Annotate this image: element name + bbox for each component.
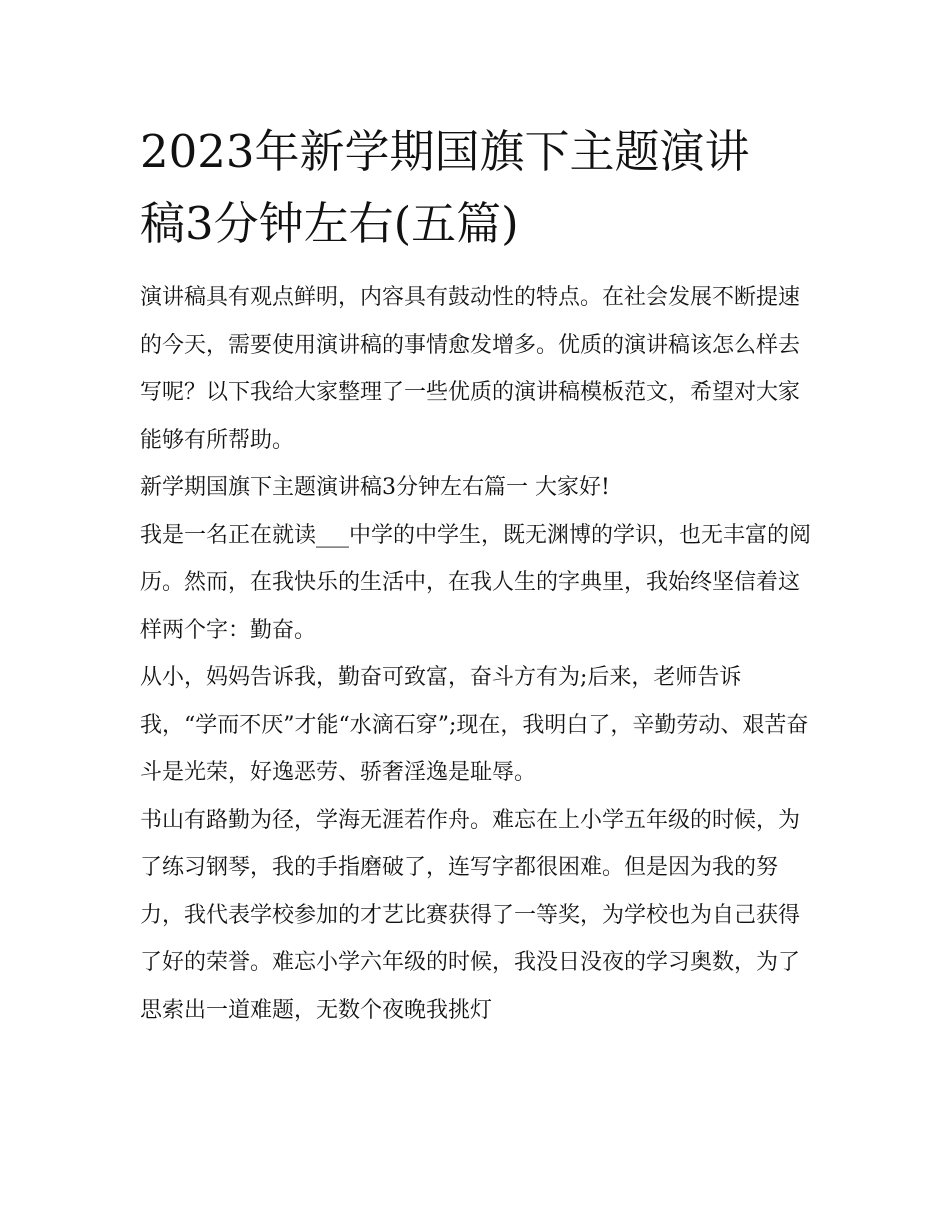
document-title (140, 116, 812, 260)
document-body (140, 116, 812, 1034)
title-line-2: 稿3分钟左右(五篇) (140, 197, 519, 250)
body-paragraph: 从小，妈妈告诉我，勤奋可致富，奋斗方有为;后来，老师告诉我，“学而不厌”才能“水滴石穿”;现在，我明白了，辛勤劳动、艰苦奋斗是光荣，好逸恶劳、骄奢淫逸是耻辱。 (140, 665, 809, 785)
title-line-1: 2023年新学期国旗下主题演讲 (140, 125, 750, 178)
body-paragraph: 书山有路勤为径，学海无涯若作舟。难忘在上小学五年级的时候，为了练习钢琴，我的手指磨破了，连写字都很困难。但是因为我的努力，我代表学校参加的才艺比赛获得了一等奖，为学校也为自己获得了好的荣誉。难忘小学六年级的时候，我没日没夜的学习奥数，为了思索出一道难题，无数个夜晚我挑灯 (140, 807, 801, 1023)
body-paragraph: 我是一名正在就读___中学的中学生，既无渊博的学识，也无丰富的阅历。然而，在我快乐的生活中，在我人生的字典里，我始终坚信着这样两个字：勤奋。 (140, 522, 812, 643)
section-heading: 新学期国旗下主题演讲稿3分钟左右篇一 大家好! (140, 475, 610, 500)
intro-paragraph: 演讲稿具有观点鲜明，内容具有鼓动性的特点。在社会发展不断提速的今天，需要使用演讲稿的事情愈发增多。优质的演讲稿该怎么样去写呢？以下我给大家整理了一些优质的演讲稿模板范文，希望对大家能够有所帮助。 (140, 285, 801, 453)
